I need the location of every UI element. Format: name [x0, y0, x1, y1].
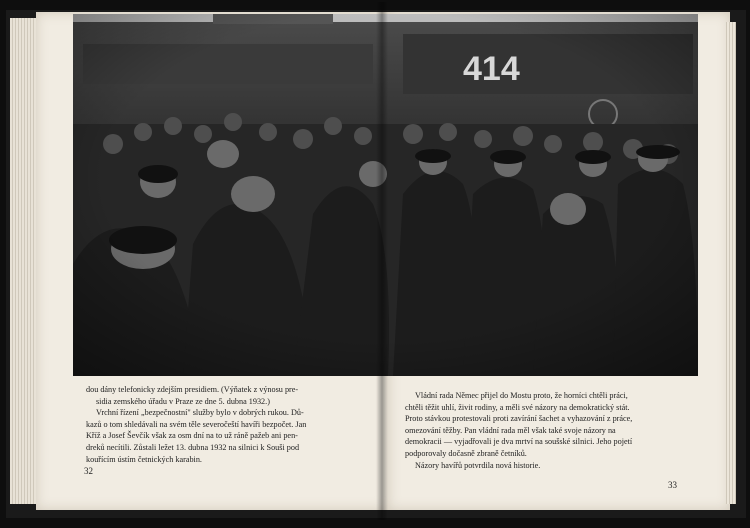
text-line: omezování těžby. Pan vládní rada měl však také svoje názory na [405, 425, 616, 435]
text-line: Kříž a Josef Ševčík však za osm dní na to už ráně pažeb ani pen- [86, 431, 298, 441]
text-line: chtěli těžit uhlí, živit rodiny, a měli své názory na demokratický stát. [405, 402, 630, 412]
page-number-left: 32 [84, 466, 93, 476]
page-edges-left [10, 18, 38, 504]
text-line: sidia zemského úřadu v Praze ze dne 5. dubna 1932.) [96, 396, 270, 406]
text-line: dou dány telefonicky zdejším presidiem. (Výňatek z výnosu pre- [86, 385, 299, 394]
book-gutter [376, 2, 388, 520]
page-number-right: 33 [668, 480, 677, 490]
right-page-text [405, 390, 681, 471]
text-line: kouřícím ústím četnických karabin. [86, 454, 202, 464]
text-line: kazů o tom shledávali na svém těle severočeští havíři bezpočet. Jan [86, 419, 307, 429]
text-line: Názory havířů potvrdila nová historie. [415, 460, 541, 470]
text-line: Proto stávkou protestovali proti zavírání šachet a vyhazování z práce, [405, 414, 633, 424]
text-line: dreků necítili. Zůstali ležet 13. dubna 1932 na silnici k Souši pod [86, 442, 300, 452]
text-line: podporovaly dočasně zbraně četníků. [405, 448, 527, 458]
text-line: demokracii — vyjadřovali je dva mrtví na soušské silnici. Jeho pojetí [405, 437, 633, 447]
text-line: Vrchní řízení „bezpečnostní" služby bylo v dobrých rukou. Dů- [96, 408, 304, 418]
left-page-text [86, 384, 358, 465]
text-line: Vládní rada Němec přijel do Mostu proto, že horníci chtěli práci, [415, 391, 628, 400]
page-edges-right [726, 22, 736, 504]
